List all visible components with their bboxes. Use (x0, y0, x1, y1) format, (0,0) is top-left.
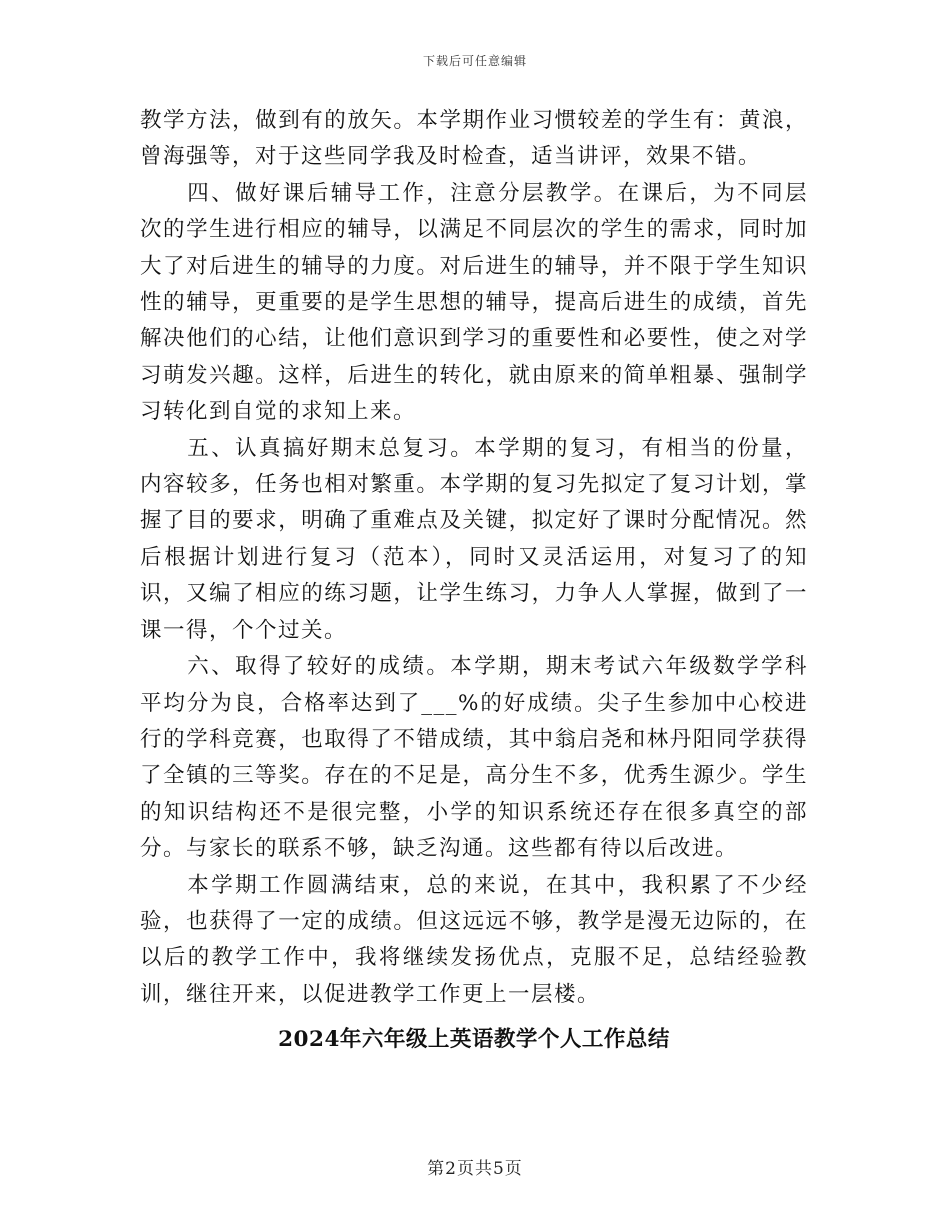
paragraph-4: 六、取得了较好的成绩。本学期，期末考试六年级数学学科平均分为良，合格率达到了___%的好成绩。尖子生参加中心校进行的学科竞赛，也取得了不错成绩，其中翁启尧和林丹阳同学获得了全镇的三等奖。存在的不足是，高分生不多，优秀生源少。学生的知识结构还不是很完整，小学的知识系统还存在很多真空的部分。与家长的联系不够，缺乏沟通。这些都有待以后改进。 (140, 654, 808, 862)
paragraph-3: 五、认真搞好期末总复习。本学期的复习，有相当的份量，内容较多，任务也相对繁重。本学期的复习先拟定了复习计划，掌握了目的要求，明确了重难点及关键，拟定好了课时分配情况。然后根据计划进行复习（范本），同时又灵活运用，对复习了的知识，又编了相应的练习题，让学生练习，力争人人掌握，做到了一课一得，个个过关。 (140, 435, 808, 643)
page-header: 下载后可任意编辑 (422, 54, 527, 68)
page-number: 第2页共5页 (427, 1159, 523, 1179)
paragraph-2: 四、做好课后辅导工作，注意分层教学。在课后，为不同层次的学生进行相应的辅导，以满足不同层次的学生的需求，同时加大了对后进生的辅导的力度。对后进生的辅导，并不限于学生知识性的辅导，更重要的是学生思想的辅导，提高后进生的成绩，首先解决他们的心结，让他们意识到学习的重要性和必要性，使之对学习萌发兴趣。这样，后进生的转化，就由原来的简单粗暴、强制学习转化到自觉的求知上来。 (140, 180, 808, 425)
section-title: 2024年六年级上英语教学个人工作总结 (278, 1027, 670, 1053)
paragraph-5: 本学期工作圆满结束，总的来说，在其中，我积累了不少经验，也获得了一定的成绩。但这远远不够，教学是漫无边际的，在以后的教学工作中，我将继续发扬优点，克服不足，总结经验教训，继往开来，以促进教学工作更上一层楼。 (140, 872, 808, 1007)
document-body (140, 103, 808, 1058)
paragraph-1: 教学方法，做到有的放矢。本学期作业习惯较差的学生有：黄浪，曾海强等，对于这些同学我及时检查，适当讲评，效果不错。 (140, 108, 808, 170)
